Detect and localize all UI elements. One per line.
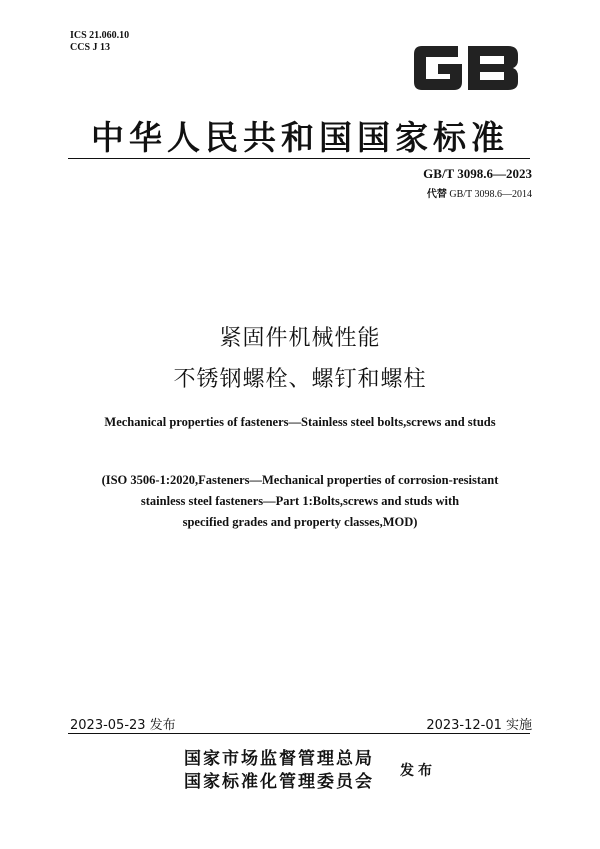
gb-logo-g-shape xyxy=(414,46,462,90)
issue-date: 2023-05-23 发布 xyxy=(70,718,176,733)
iso-reference-line2: stainless steel fasteners—Part 1:Bolts,screws and studs with xyxy=(140,494,460,508)
publish-label: 发布 xyxy=(400,763,436,779)
iso-reference-line1: (ISO 3506-1:2020,Fasteners—Mechanical properties of corrosion-resistant xyxy=(101,473,499,487)
issuer-line1: 国家市场监督管理总局 xyxy=(184,749,374,769)
gb-logo xyxy=(410,42,522,94)
top-divider xyxy=(68,158,530,159)
classification-codes xyxy=(70,30,129,54)
effective-date: 2023-12-01 实施 xyxy=(426,718,532,733)
ccs-code: CCS J 13 xyxy=(70,42,111,53)
replaces-prefix: 代替 xyxy=(426,189,447,200)
iso-reference xyxy=(60,470,540,533)
title-cn-line2: 不锈钢螺栓、螺钉和螺柱 xyxy=(173,367,427,392)
replaces-line xyxy=(427,185,532,200)
ics-code: ICS 21.060.10 xyxy=(70,30,130,41)
iso-reference-line3: specified grades and property classes,MOD) xyxy=(182,515,418,529)
replaces-number: GB/T 3098.6—2014 xyxy=(449,189,532,200)
title-en: Mechanical properties of fasteners—Stainless steel bolts,screws and studs xyxy=(104,415,496,429)
issuing-authorities xyxy=(184,748,374,794)
national-standard-title: 中华人民共和国国家标准 xyxy=(91,118,509,157)
gb-logo-text: GB xyxy=(465,93,467,94)
gb-logo-b-shape xyxy=(468,46,518,90)
title-cn-line1: 紧固件机械性能 xyxy=(219,326,381,351)
bottom-divider xyxy=(68,733,530,734)
standard-number: GB/T 3098.6—2023 xyxy=(423,166,532,181)
issuer-line2: 国家标准化管理委员会 xyxy=(184,772,374,792)
